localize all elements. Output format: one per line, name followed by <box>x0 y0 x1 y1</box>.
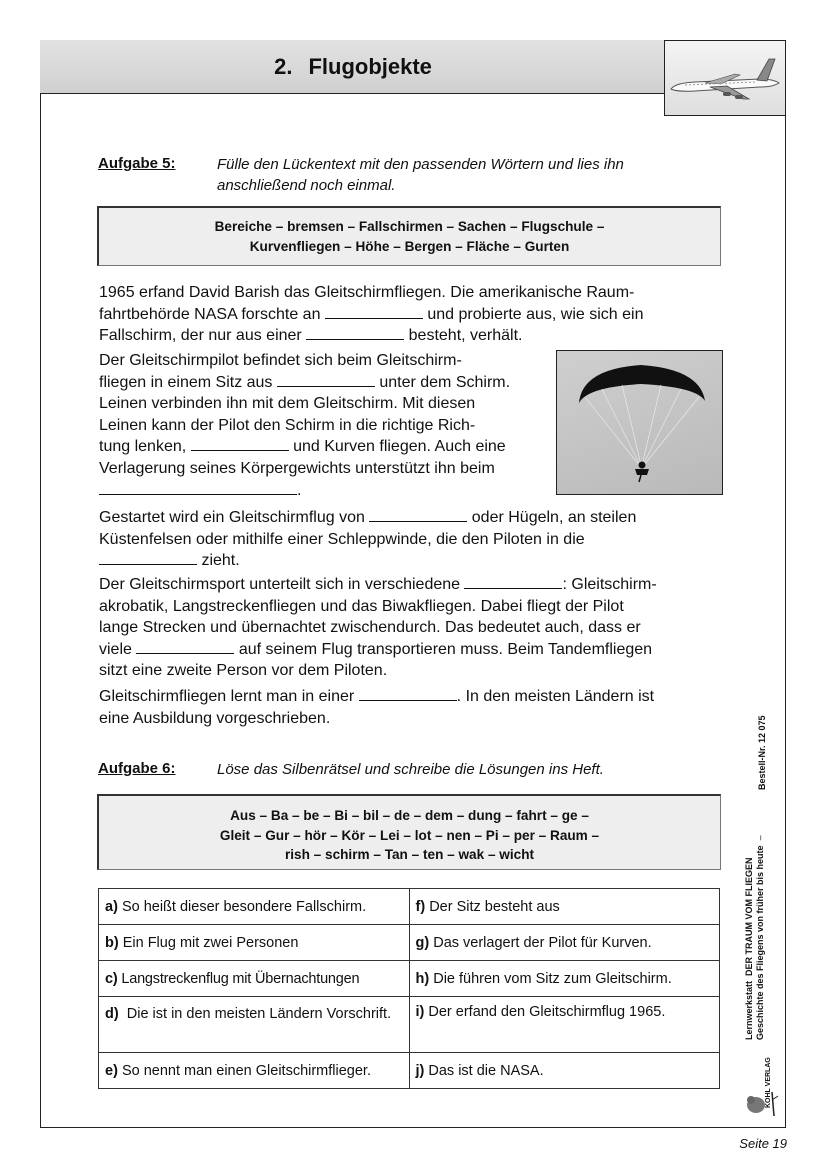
table-row <box>99 997 720 1053</box>
paraglider-photo <box>556 350 723 495</box>
question-cell <box>99 1053 410 1089</box>
question-cell <box>409 1053 720 1089</box>
p2-line1: Der Gleitschirmpilot befindet sich beim Gleitschirm- <box>99 352 462 369</box>
blank-9[interactable] <box>136 641 234 654</box>
blank-6[interactable] <box>369 509 467 522</box>
question-cell <box>99 961 410 997</box>
question-text: Die führen vom Sitz zum Gleitschirm. <box>433 970 672 987</box>
publisher-text: KOHL VERLAG <box>765 1057 772 1108</box>
question-text: Langstreckenflug mit Übernachtungen <box>121 970 360 987</box>
p3-text-b: oder Hügeln, an steilen <box>471 509 637 526</box>
paragraph-3 <box>99 507 721 572</box>
question-cell <box>409 889 720 925</box>
question-text: So nennt man einen Gleitschirmflieger. <box>121 1062 371 1079</box>
paraglider-icon <box>557 351 723 495</box>
p4-line1 <box>99 574 721 596</box>
p1-line2 <box>99 304 721 326</box>
question-key: d) <box>105 1006 119 1022</box>
chapter-title: Flugobjekte <box>308 54 432 79</box>
question-cell <box>99 889 410 925</box>
task6-label: Aufgabe 6: <box>98 760 176 777</box>
p4-text-e: viele <box>99 640 132 658</box>
question-key: i) <box>415 1004 425 1020</box>
question-text: Der erfand den Gleitschirmflug 1965. <box>428 1004 666 1020</box>
publisher-name <box>763 708 774 1108</box>
blank-10[interactable] <box>359 688 457 701</box>
p2-text-b: fliegen in einem Sitz aus <box>99 373 273 391</box>
blank-5[interactable] <box>99 482 297 495</box>
question-key: b) <box>105 934 119 951</box>
question-key: e) <box>105 1062 118 1079</box>
airplane-image <box>664 40 786 116</box>
table-row <box>99 889 720 925</box>
p4-text-b: : Gleitschirm- <box>562 576 657 593</box>
p2-line5 <box>99 436 540 458</box>
p3-line2: Küstenfelsen oder mithilfe einer Schleppwinde, die den Piloten in die <box>99 530 585 548</box>
task5-label: Aufgabe 5: <box>98 155 176 172</box>
p1-text-c: und probierte aus, wie sich ein <box>427 305 644 323</box>
blank-2[interactable] <box>306 327 404 340</box>
question-key: f) <box>415 898 426 915</box>
question-text: Das verlagert der Pilot für Kurven. <box>433 934 652 951</box>
p2-line3: Leinen verbinden ihn mit dem Gleitschirm. Mit diesen <box>99 395 476 413</box>
chapter-number: 2. <box>274 54 293 79</box>
question-text: Der Sitz besteht aus <box>429 898 560 915</box>
paragraph-5 <box>99 686 721 729</box>
task5-instruction-line1: Fülle den Lückentext mit den passenden Wörtern und lies ihn <box>217 156 624 173</box>
blank-4[interactable] <box>191 438 289 451</box>
p1-text-b: fahrtbehörde NASA forschte an <box>99 305 321 323</box>
p2-text-g: und Kurven fliegen. Auch eine <box>293 438 506 456</box>
question-text: Das ist die NASA. <box>428 1062 544 1079</box>
p4-line3: lange Strecken und übernachtet zwischendurch. Das bedeutet auch, dass er <box>99 619 641 637</box>
airplane-icon <box>665 41 786 116</box>
p2-line2 <box>99 372 540 394</box>
paragraph-4 <box>99 574 721 682</box>
question-key: h) <box>415 970 430 987</box>
book-info-line1 <box>744 640 755 1040</box>
p3-line3 <box>99 550 721 572</box>
p3-text-d: zieht. <box>201 552 240 570</box>
p4-text-f: auf seinem Flug transportieren muss. Beim Tandemfliegen <box>238 640 653 658</box>
p2-text-f: tung lenken, <box>99 438 187 456</box>
p1-text-d: Fallschirm, der nur aus einer <box>99 327 302 345</box>
p2-line7 <box>99 480 540 502</box>
question-cell <box>409 997 720 1053</box>
page-title <box>40 40 666 94</box>
dash-text: – <box>755 835 765 841</box>
question-text: So heißt dieser besondere Fallschirm. <box>121 898 367 915</box>
p4-line4 <box>99 639 721 661</box>
table-row <box>99 1053 720 1089</box>
p5-text-a: Gleitschirmfliegen lernt man in einer <box>99 688 355 705</box>
series-text: Lernwerkstatt <box>744 980 754 1040</box>
subtitle-text: Geschichte des Fliegens von früher bis heute <box>755 845 765 1040</box>
publisher-logo-icon <box>744 1088 780 1118</box>
word-box <box>97 206 721 266</box>
p2-text-i: . <box>297 481 302 499</box>
p5-text-b: . In den meisten Ländern ist <box>456 688 655 705</box>
blank-7[interactable] <box>99 552 197 565</box>
p4-line2: akrobatik, Langstreckenfliegen und das Biwakfliegen. Dabei fliegt der Pilot <box>99 597 624 615</box>
question-key: a) <box>105 898 118 915</box>
order-text: Bestell-Nr. 12 075 <box>757 715 767 790</box>
p2-text-c: unter dem Schirm. <box>379 373 511 391</box>
book-title-text: DER TRAUM VOM FLIEGEN <box>744 857 754 976</box>
question-cell <box>409 925 720 961</box>
paragraph-1 <box>99 282 721 347</box>
task6-instruction: Löse das Silbenrätsel und schreibe die Lösungen ins Heft. <box>217 761 604 778</box>
question-text: Ein Flug mit zwei Personen <box>122 934 299 951</box>
word-box-line2: Kurvenfliegen – Höhe – Bergen – Fläche – Gurten <box>249 238 570 254</box>
p3-line1 <box>99 507 721 529</box>
word-box-line1: Bereiche – bremsen – Fallschirmen – Sachen – Flugschule – <box>214 219 605 234</box>
p5-line1 <box>99 686 721 708</box>
p4-text-a: Der Gleitschirmsport unterteilt sich in verschiedene <box>99 576 461 593</box>
syllable-line2: Gleit – Gur – hör – Kör – Lei – lot – nen – Pi – per – Raum – <box>219 827 600 843</box>
task5-instruction-line2: anschließend noch einmal. <box>217 177 396 194</box>
table-row <box>99 961 720 997</box>
p5-line2: eine Ausbildung vorgeschrieben. <box>99 709 331 727</box>
syllable-box <box>97 794 721 870</box>
question-cell <box>99 997 410 1053</box>
question-text: Die ist in den meisten Ländern Vorschrift. <box>126 1006 392 1022</box>
question-cell <box>99 925 410 961</box>
syllable-line3: rish – schirm – Tan – ten – wak – wicht <box>284 847 535 862</box>
paragraph-2 <box>99 350 540 501</box>
p4-line5: sitzt eine zweite Person vor dem Piloten. <box>99 662 388 680</box>
publisher-logo <box>744 1088 780 1118</box>
question-key: g) <box>415 934 430 951</box>
p1-line1: 1965 erfand David Barish das Gleitschirmfliegen. Die amerikanische Raum- <box>99 284 635 301</box>
table-row <box>99 925 720 961</box>
questions-table <box>98 888 720 1089</box>
syllable-line1: Aus – Ba – be – Bi – bil – de – dem – dung – fahrt – ge – <box>230 808 589 823</box>
task5-instruction <box>217 154 624 196</box>
question-cell <box>409 961 720 997</box>
question-key: c) <box>105 970 118 987</box>
p3-text-a: Gestartet wird ein Gleitschirmflug von <box>99 509 365 526</box>
page-number: Seite 19 <box>739 1136 787 1151</box>
p1-line3 <box>99 325 721 347</box>
blank-3[interactable] <box>277 374 375 387</box>
p1-text-e: besteht, verhält. <box>408 327 523 345</box>
blank-1[interactable] <box>325 306 423 319</box>
question-key: j) <box>415 1062 425 1079</box>
p2-line4: Leinen kann der Pilot den Schirm in die richtige Rich- <box>99 416 476 434</box>
blank-8[interactable] <box>464 576 562 589</box>
p2-line6: Verlagerung seines Körpergewichts unterstützt ihn beim <box>99 459 495 477</box>
